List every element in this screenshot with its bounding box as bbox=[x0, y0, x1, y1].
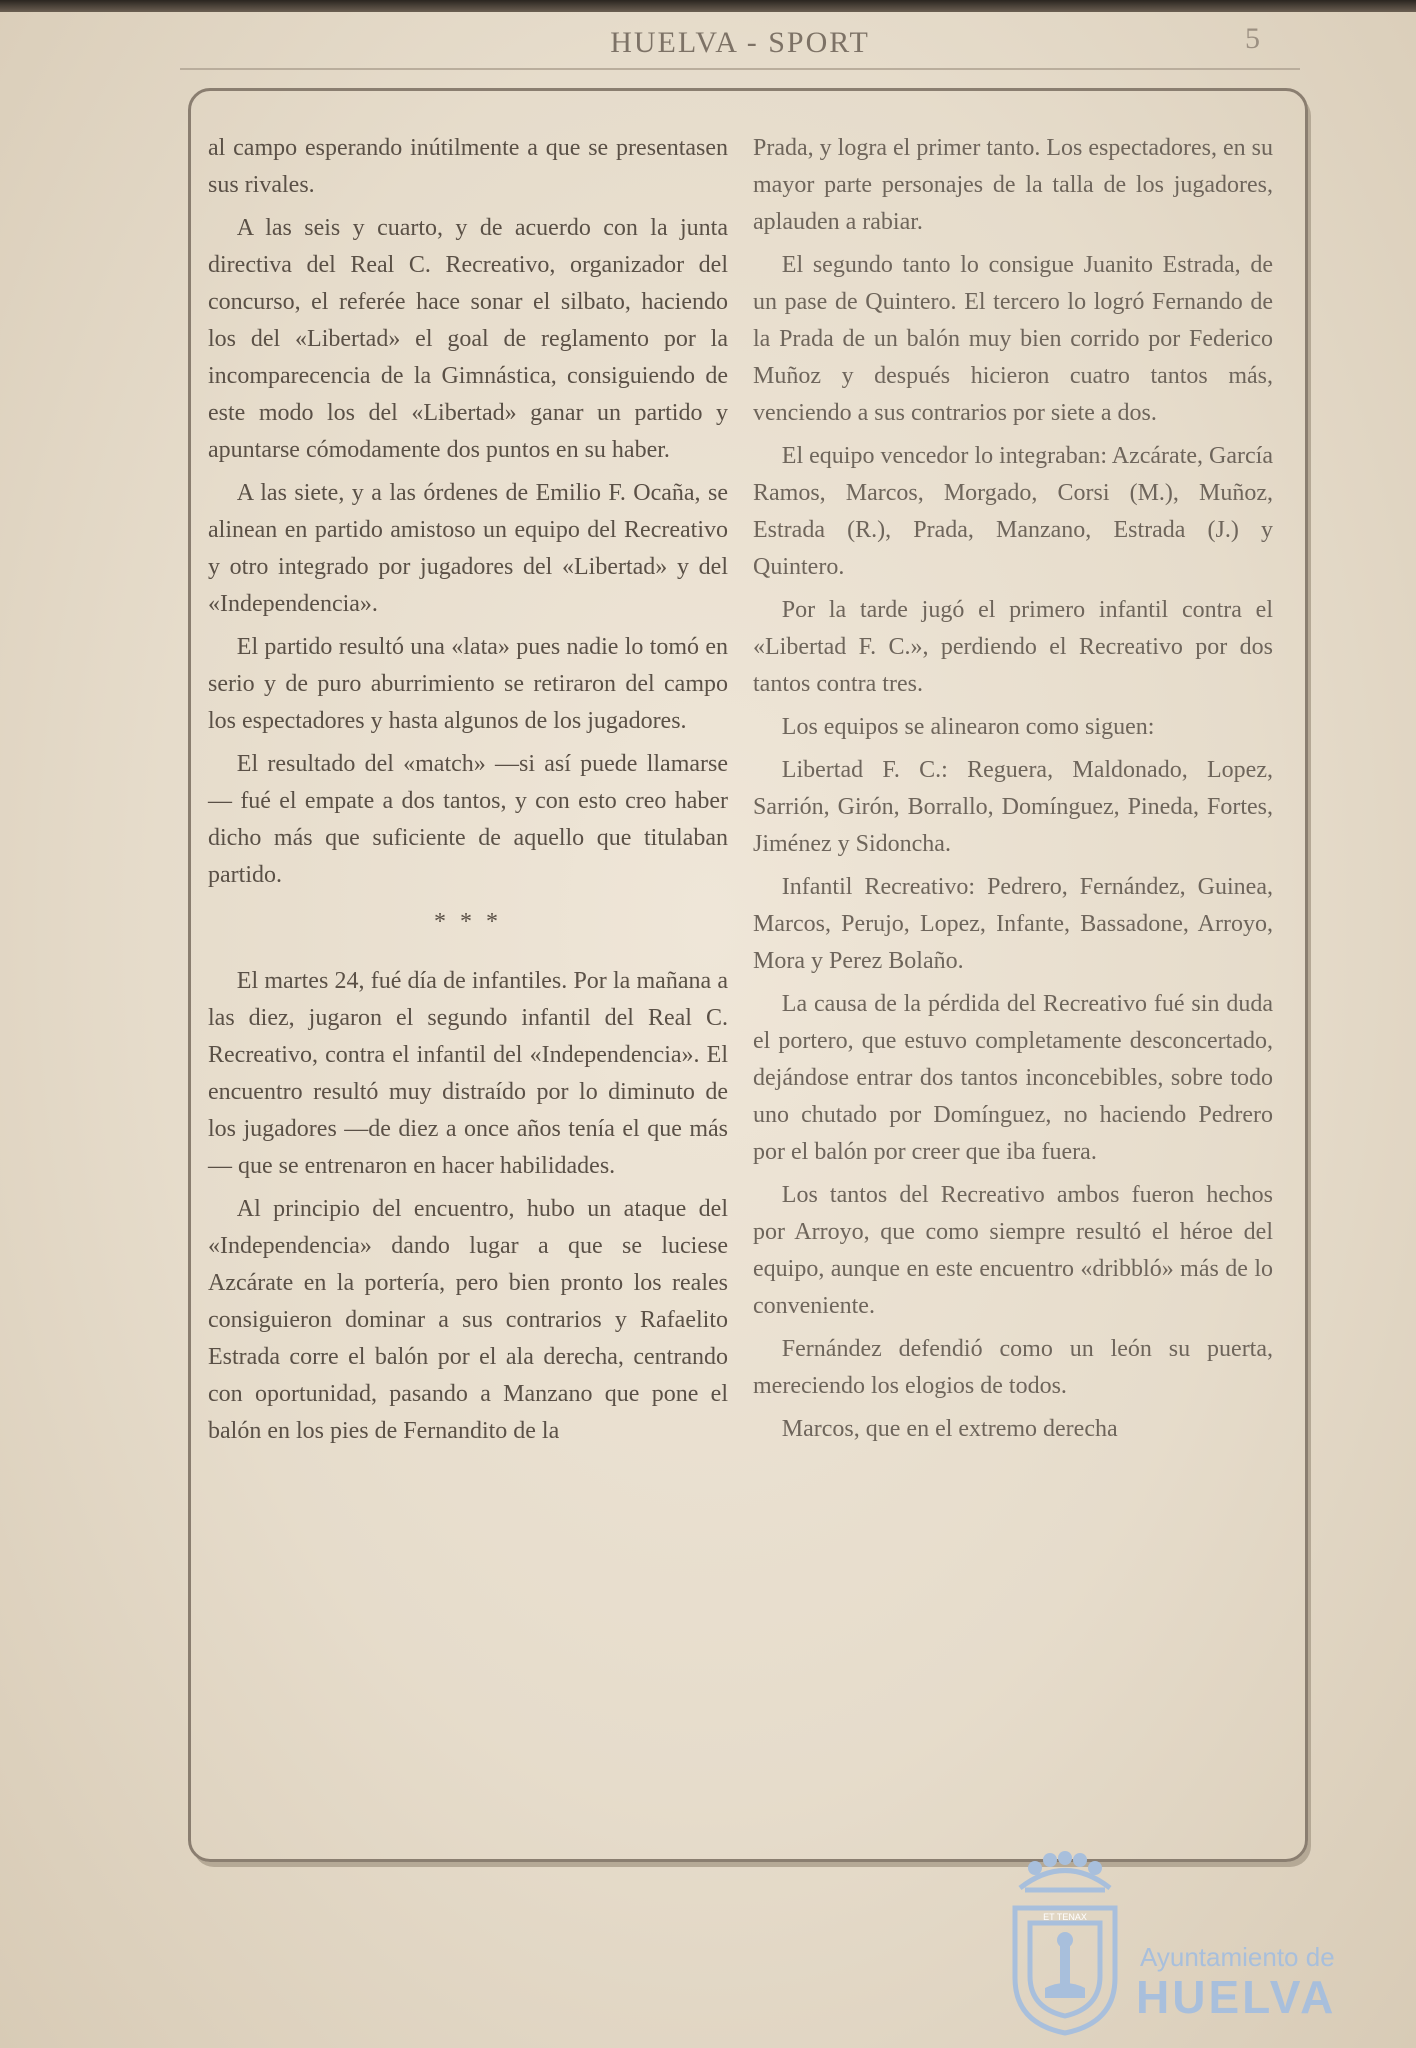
page-number: 5 bbox=[1245, 22, 1260, 55]
paragraph: El martes 24, fué día de infantiles. Por la mañana a las diez, jugaron el segundo infantil del Real C. Recreativo, contra el infantil del «Independencia». El encuentro resultó muy distraído por lo diminuto de los jugadores —de diez a once años tenía el que más— que se entrenaron en hacer habilidades. bbox=[208, 968, 728, 1179]
paragraph: Al principio del encuentro, hubo un ataque del «Independencia» dando lugar a que se luciese Azcárate en la portería, pero bien pronto los reales consiguieron dominar a sus contrarios y Rafaelito Estrada corre el balón por el ala derecha, centrando con oportunidad, pasando a Manzano que pone el balón en los pies de Fernandito de la bbox=[208, 1196, 728, 1444]
paragraph: Prada, y logra el primer tanto. Los espectadores, en su mayor parte personajes de la talla de los jugadores, aplauden a rabiar. bbox=[753, 135, 1273, 235]
paragraph: al campo esperando inútilmente a que se presentasen sus rivales. bbox=[208, 135, 728, 198]
section-asterism: * * * bbox=[434, 909, 502, 935]
paragraph: Por la tarde jugó el primero infantil contra el «Libertad F. C.», perdiendo el Recreativo por dos tantos contra tres. bbox=[753, 597, 1273, 697]
city-crest-icon bbox=[1000, 1848, 1130, 2038]
paragraph: Los tantos del Recreativo ambos fueron hechos por Arroyo, que como siempre resultó el héroe del equipo, aunque en este encuentro «dribbló» más de lo conveniente. bbox=[753, 1182, 1273, 1319]
left-column bbox=[208, 130, 728, 1456]
paragraph: Marcos, que en el extremo derecha bbox=[781, 1416, 1118, 1442]
running-header bbox=[180, 22, 1300, 70]
paragraph: El segundo tanto lo consigue Juanito Estrada, de un pase de Quintero. El tercero lo logró Fernando de la Prada de un balón muy bien corrido por Federico Muñoz y después hicieron cuatro tantos más, venciendo a sus contrarios por siete a dos. bbox=[753, 252, 1273, 426]
paragraph: Fernández defendió como un león su puerta, mereciendo los elogios de todos. bbox=[753, 1336, 1273, 1399]
article-body bbox=[208, 130, 1288, 1830]
paragraph: Los equipos se alinearon como siguen: bbox=[781, 714, 1155, 740]
paragraph: Libertad F. C.: Reguera, Maldonado, Lopez, Sarrión, Girón, Borrallo, Domínguez, Pineda, Fortes, Jiménez y Sidoncha. bbox=[753, 757, 1273, 857]
page-top-edge bbox=[0, 0, 1416, 12]
watermark-line1: Ayuntamiento de bbox=[1140, 1942, 1335, 1972]
watermark-line2: HUELVA bbox=[1136, 1971, 1337, 2023]
ayuntamiento-watermark bbox=[1000, 1848, 1340, 2038]
paragraph: El partido resultó una «lata» pues nadie lo tomó en serio y de puro aburrimiento se retiraron del campo los espectadores y hasta algunos de los jugadores. bbox=[208, 634, 728, 734]
paragraph: A las siete, y a las órdenes de Emilio F. Ocaña, se alinean en partido amistoso un equipo del Recreativo y otro integrado por jugadores del «Libertad» y del «Independencia». bbox=[208, 480, 728, 617]
right-column bbox=[753, 130, 1273, 1454]
paragraph: La causa de la pérdida del Recreativo fué sin duda el portero, que estuvo completamente desconcertado, dejándose entrar dos tantos inconcebibles, sobre todo uno chutado por Domínguez, no haciendo Pedrero por el balón por creer que iba fuera. bbox=[753, 991, 1273, 1165]
paragraph: Infantil Recreativo: Pedrero, Fernández, Guinea, Marcos, Perujo, Lopez, Infante, Bassadone, Arroyo, Mora y Perez Bolaño. bbox=[753, 874, 1273, 974]
paragraph: A las seis y cuarto, y de acuerdo con la junta directiva del Real C. Recreativo, organizador del concurso, el referée hace sonar el silbato, haciendo los del «Libertad» el goal de reglamento por la incomparecencia de la Gimnástica, consiguiendo de este modo los del «Libertad» ganar un partido y apuntarse cómodamente dos puntos en su haber. bbox=[208, 215, 728, 463]
paragraph: El equipo vencedor lo integraban: Azcárate, García Ramos, Marcos, Morgado, Corsi (M.), Muñoz, Estrada (R.), Prada, Manzano, Estrada (J.) y Quintero. bbox=[753, 443, 1273, 580]
crest-motto: ET TENAX bbox=[1043, 1912, 1087, 1922]
paragraph: El resultado del «match» —si así puede llamarse— fué el empate a dos tantos, y con esto creo haber dicho más que suficiente de aquello que titulaban partido. bbox=[208, 751, 728, 888]
publication-title: HUELVA - SPORT bbox=[610, 26, 870, 59]
